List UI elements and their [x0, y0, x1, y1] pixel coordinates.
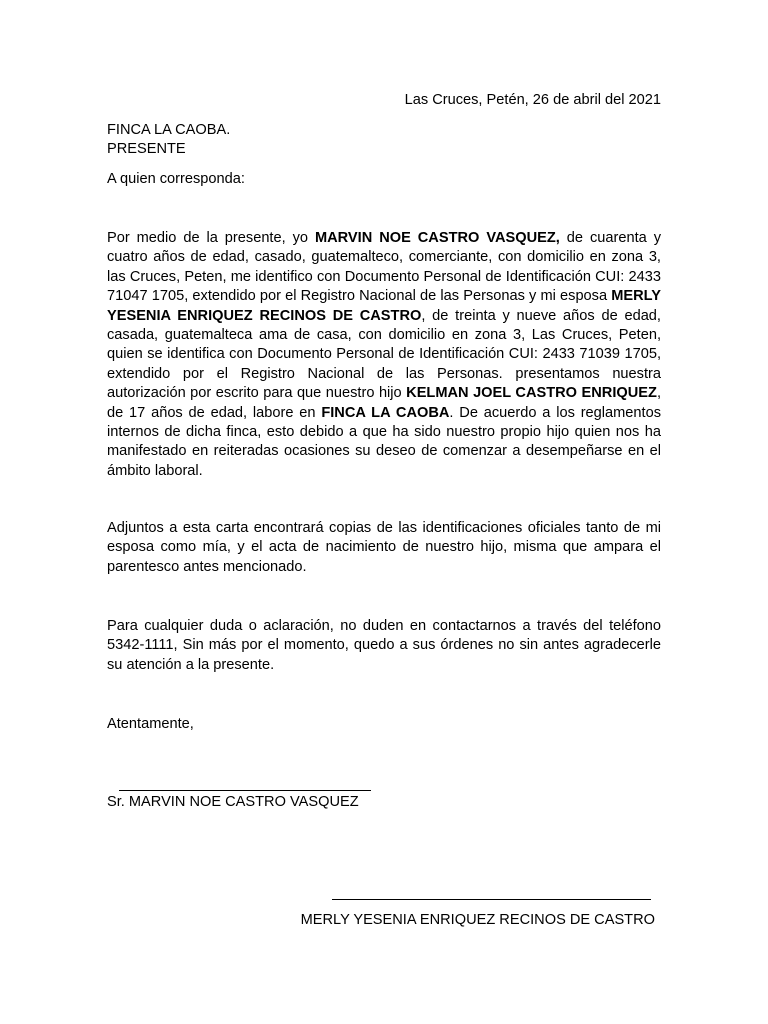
- recipient-line-1: FINCA LA CAOBA.: [107, 122, 231, 138]
- closing: Atentamente,: [107, 716, 194, 732]
- paragraph-authorization: [107, 229, 661, 481]
- greeting: A quien corresponda:: [107, 171, 245, 187]
- p1-text-1: Por medio de la presente, yo: [107, 230, 315, 246]
- p1-mother-name: MERLY YESENIA ENRIQUEZ RECINOS DE CASTRO: [107, 288, 661, 324]
- p1-son-name: KELMAN JOEL CASTRO ENRIQUEZ: [406, 385, 657, 402]
- p1-text-2: de cuarenta y cuatro años de edad, casado, guatemalteco, comerciante, con domicilio en zona 3, las Cruces, Peten, me identifico con Documento Personal de Identificación CUI: 2433 71047 1705, extendido por el Registro Nacional de las Personas y mi esposa: [107, 230, 661, 305]
- place-date: Las Cruces, Petén, 26 de abril del 2021: [404, 92, 661, 108]
- paragraph-attachments: Adjuntos a esta carta encontrará copias de las identificaciones oficiales tanto de mi esposa como mía, y el acta de nacimiento de nuestro hijo, misma que ampara el parentesco antes mencionado.: [107, 520, 661, 575]
- signature-line-1: [119, 790, 371, 791]
- p1-company-name: FINCA LA CAOBA: [321, 404, 450, 421]
- paragraph-contact: Para cualquier duda o aclaración, no duden en contactarnos a través del teléfono 5342-1111, Sin más por el momento, quedo a sus órdenes no sin antes agradecerle su atención a la presente.: [107, 618, 661, 673]
- signature-line-2: [332, 899, 651, 900]
- p1-text-5: . De acuerdo a los reglamentos internos de dicha finca, esto debido a que ha sido nuestro propio hijo quien nos ha manifestado en reiteradas ocasiones su deseo de comenzar a desempeñarse en el ámbito laboral.: [107, 404, 661, 479]
- p1-father-name: MARVIN NOE CASTRO VASQUEZ,: [314, 230, 560, 246]
- p1-text-3: , de treinta y nueve años de edad, casada, guatemalteca ama de casa, con domicilio en zona 3, Las Cruces, Peten, quien se identifica con Documento Personal de Identificación CUI: 2433 71039 1705, extendido por el Registro Nacional de las Personas. presentamos nuestra autorización por escrito para que nuestro hijo: [107, 307, 661, 402]
- signature-name-2: MERLY YESENIA ENRIQUEZ RECINOS DE CASTRO: [300, 912, 655, 928]
- recipient-line-2: PRESENTE: [107, 141, 186, 157]
- p1-text-4: , de 17 años de edad, labore en: [107, 385, 661, 421]
- signature-name-1: Sr. MARVIN NOE CASTRO VASQUEZ: [107, 794, 359, 810]
